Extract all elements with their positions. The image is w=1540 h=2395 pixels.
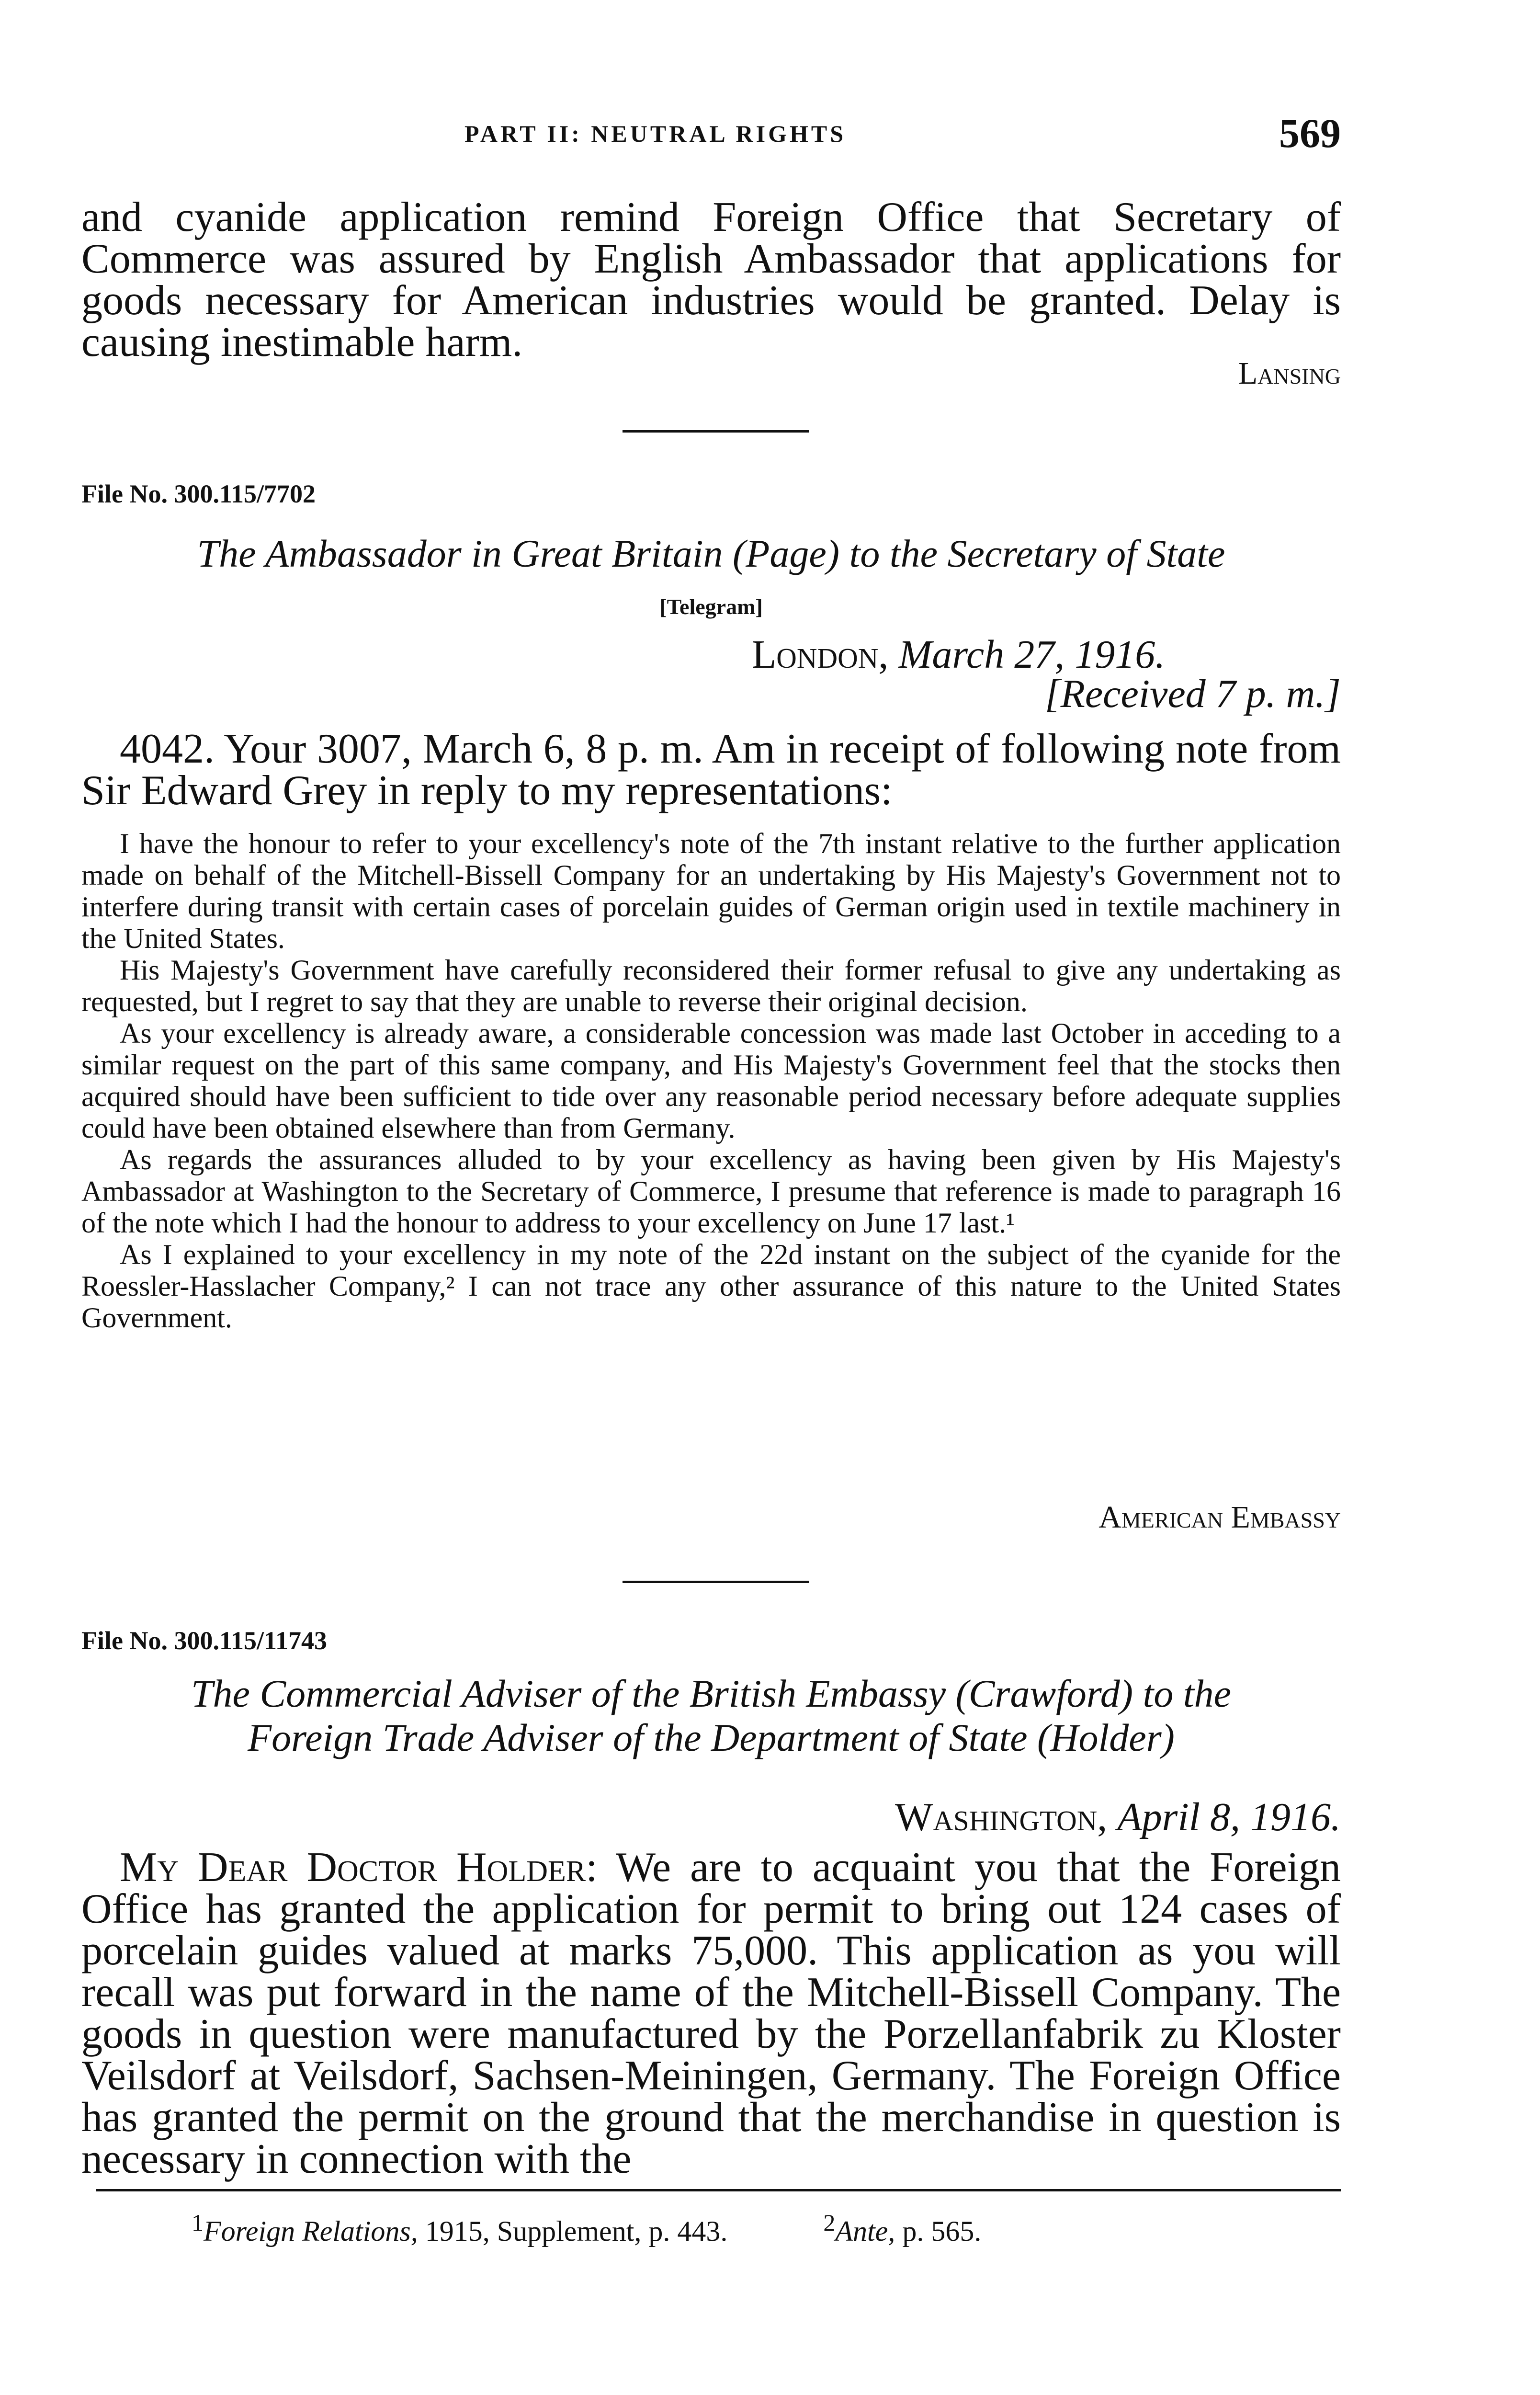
page-header	[81, 109, 1341, 156]
file-number: File No. 300.115/11743	[81, 1626, 327, 1655]
footnote-2-mark: 2	[823, 2209, 836, 2236]
footnote-1-mark: 1	[192, 2209, 204, 2236]
footnote-2-title: Ante,	[835, 2215, 895, 2247]
footnote-2	[823, 2209, 982, 2247]
letter-paragraph: We are to acquaint you that the Foreign Office has granted the application for permit to bring out 124 cases of porcelain guides valued at marks 75,000. This application as you will recall was put forward in the name of the Mitchell-Bissell Company. The goods in question were manufactured by the Porzellanfabrik zu Kloster Veilsdorf at Veilsdorf, Sachsen-Meiningen, Germany. The Foreign Office has granted the permit on the ground that the merchandise in question is necessary in connection with the	[81, 1844, 1341, 2182]
quote-paragraph-1: I have the honour to refer to your excellency's note of the 7th instant relative to the further application made on behalf of the Mitchell-Bissell Company for an undertaking by His Majesty's Government not to interfere during transit with certain cases of porcelain guides of German origin used in textile machinery in the United States.	[81, 828, 1341, 954]
section-divider	[623, 1581, 809, 1583]
letter-text	[81, 1844, 1341, 2182]
telegram-opening: 4042. Your 3007, March 6, 8 p. m. Am in receipt of following note from Sir Edward Grey in reply to my representations:	[81, 726, 1341, 814]
quoted-note	[81, 828, 1341, 1334]
footnote-1-text: 1915, Supplement, p. 443.	[425, 2215, 728, 2247]
signature-lansing: Lansing	[1238, 356, 1341, 391]
signature-embassy: American Embassy	[1098, 1500, 1341, 1535]
quote-paragraph-3: As your excellency is already aware, a considerable concession was made last October in acceding to a similar request on the part of this same company, and His Majesty's Government feel that the stocks then acquired should have been sufficient to tide over any reasonable period necessary before adequate supplies could have been obtained elsewhere than from Germany.	[81, 1017, 1341, 1144]
dateline	[81, 1794, 1341, 1840]
footnote-2-text: p. 565.	[902, 2215, 982, 2247]
document-page	[81, 0, 1341, 2395]
quote-paragraph-4: As regards the assurances alluded to by your excellency as having been given by His Majesty's Ambassador at Washington to the Secretary of Commerce, I presume that reference is made to paragraph 16 of the note which I had the honour to address to your excellency on June 17 last.¹	[81, 1144, 1341, 1239]
telegram-label: [Telegram]	[659, 594, 763, 619]
document-title: The Ambassador in Great Britain (Page) to the Secretary of State	[197, 532, 1225, 575]
dateline-date: April 8, 1916.	[1117, 1795, 1341, 1839]
running-head: PART II: NEUTRAL RIGHTS	[464, 120, 847, 147]
quote-paragraph-5: As I explained to your excellency in my note of the 22d instant on the subject of the cyanide for the Roessler-Hasslacher Company,² I can not trace any other assurance of this nature to the United States Government.	[81, 1239, 1341, 1334]
footnotes	[192, 2206, 1341, 2248]
telegram-opening-section	[81, 726, 1341, 814]
dateline-place: London,	[752, 632, 889, 677]
document-title-line1: The Commercial Adviser of the British Embassy (Crawford) to the	[191, 1672, 1232, 1715]
section-divider	[623, 430, 809, 433]
file-number: File No. 300.115/7702	[81, 479, 316, 508]
quote-paragraph-2: His Majesty's Government have carefully reconsidered their former refusal to give any undertaking as requested, but I regret to say that they are unable to reverse their original decision.	[81, 954, 1341, 1017]
salutation: My Dear Doctor Holder:	[120, 1844, 598, 1891]
dateline-place: Washington,	[895, 1795, 1108, 1839]
footnote-1	[192, 2209, 728, 2247]
letter-body	[81, 1844, 1341, 2182]
continuation-text: and cyanide application remind Foreign Office that Secretary of Commerce was assured by English Ambassador that applications for goods necessary for American industries would be granted. Delay is causing inestimable harm.	[81, 194, 1341, 365]
document-title-line2: Foreign Trade Adviser of the Department of State (Holder)	[248, 1716, 1175, 1759]
received-time: [Received 7 p. m.]	[1044, 672, 1341, 716]
footnote-1-title: Foreign Relations,	[204, 2215, 418, 2247]
page-number: 569	[1279, 110, 1341, 156]
footnote-rule	[96, 2189, 1341, 2191]
dateline-date: March 27, 1916.	[898, 632, 1166, 677]
continuation-section	[81, 196, 1341, 363]
